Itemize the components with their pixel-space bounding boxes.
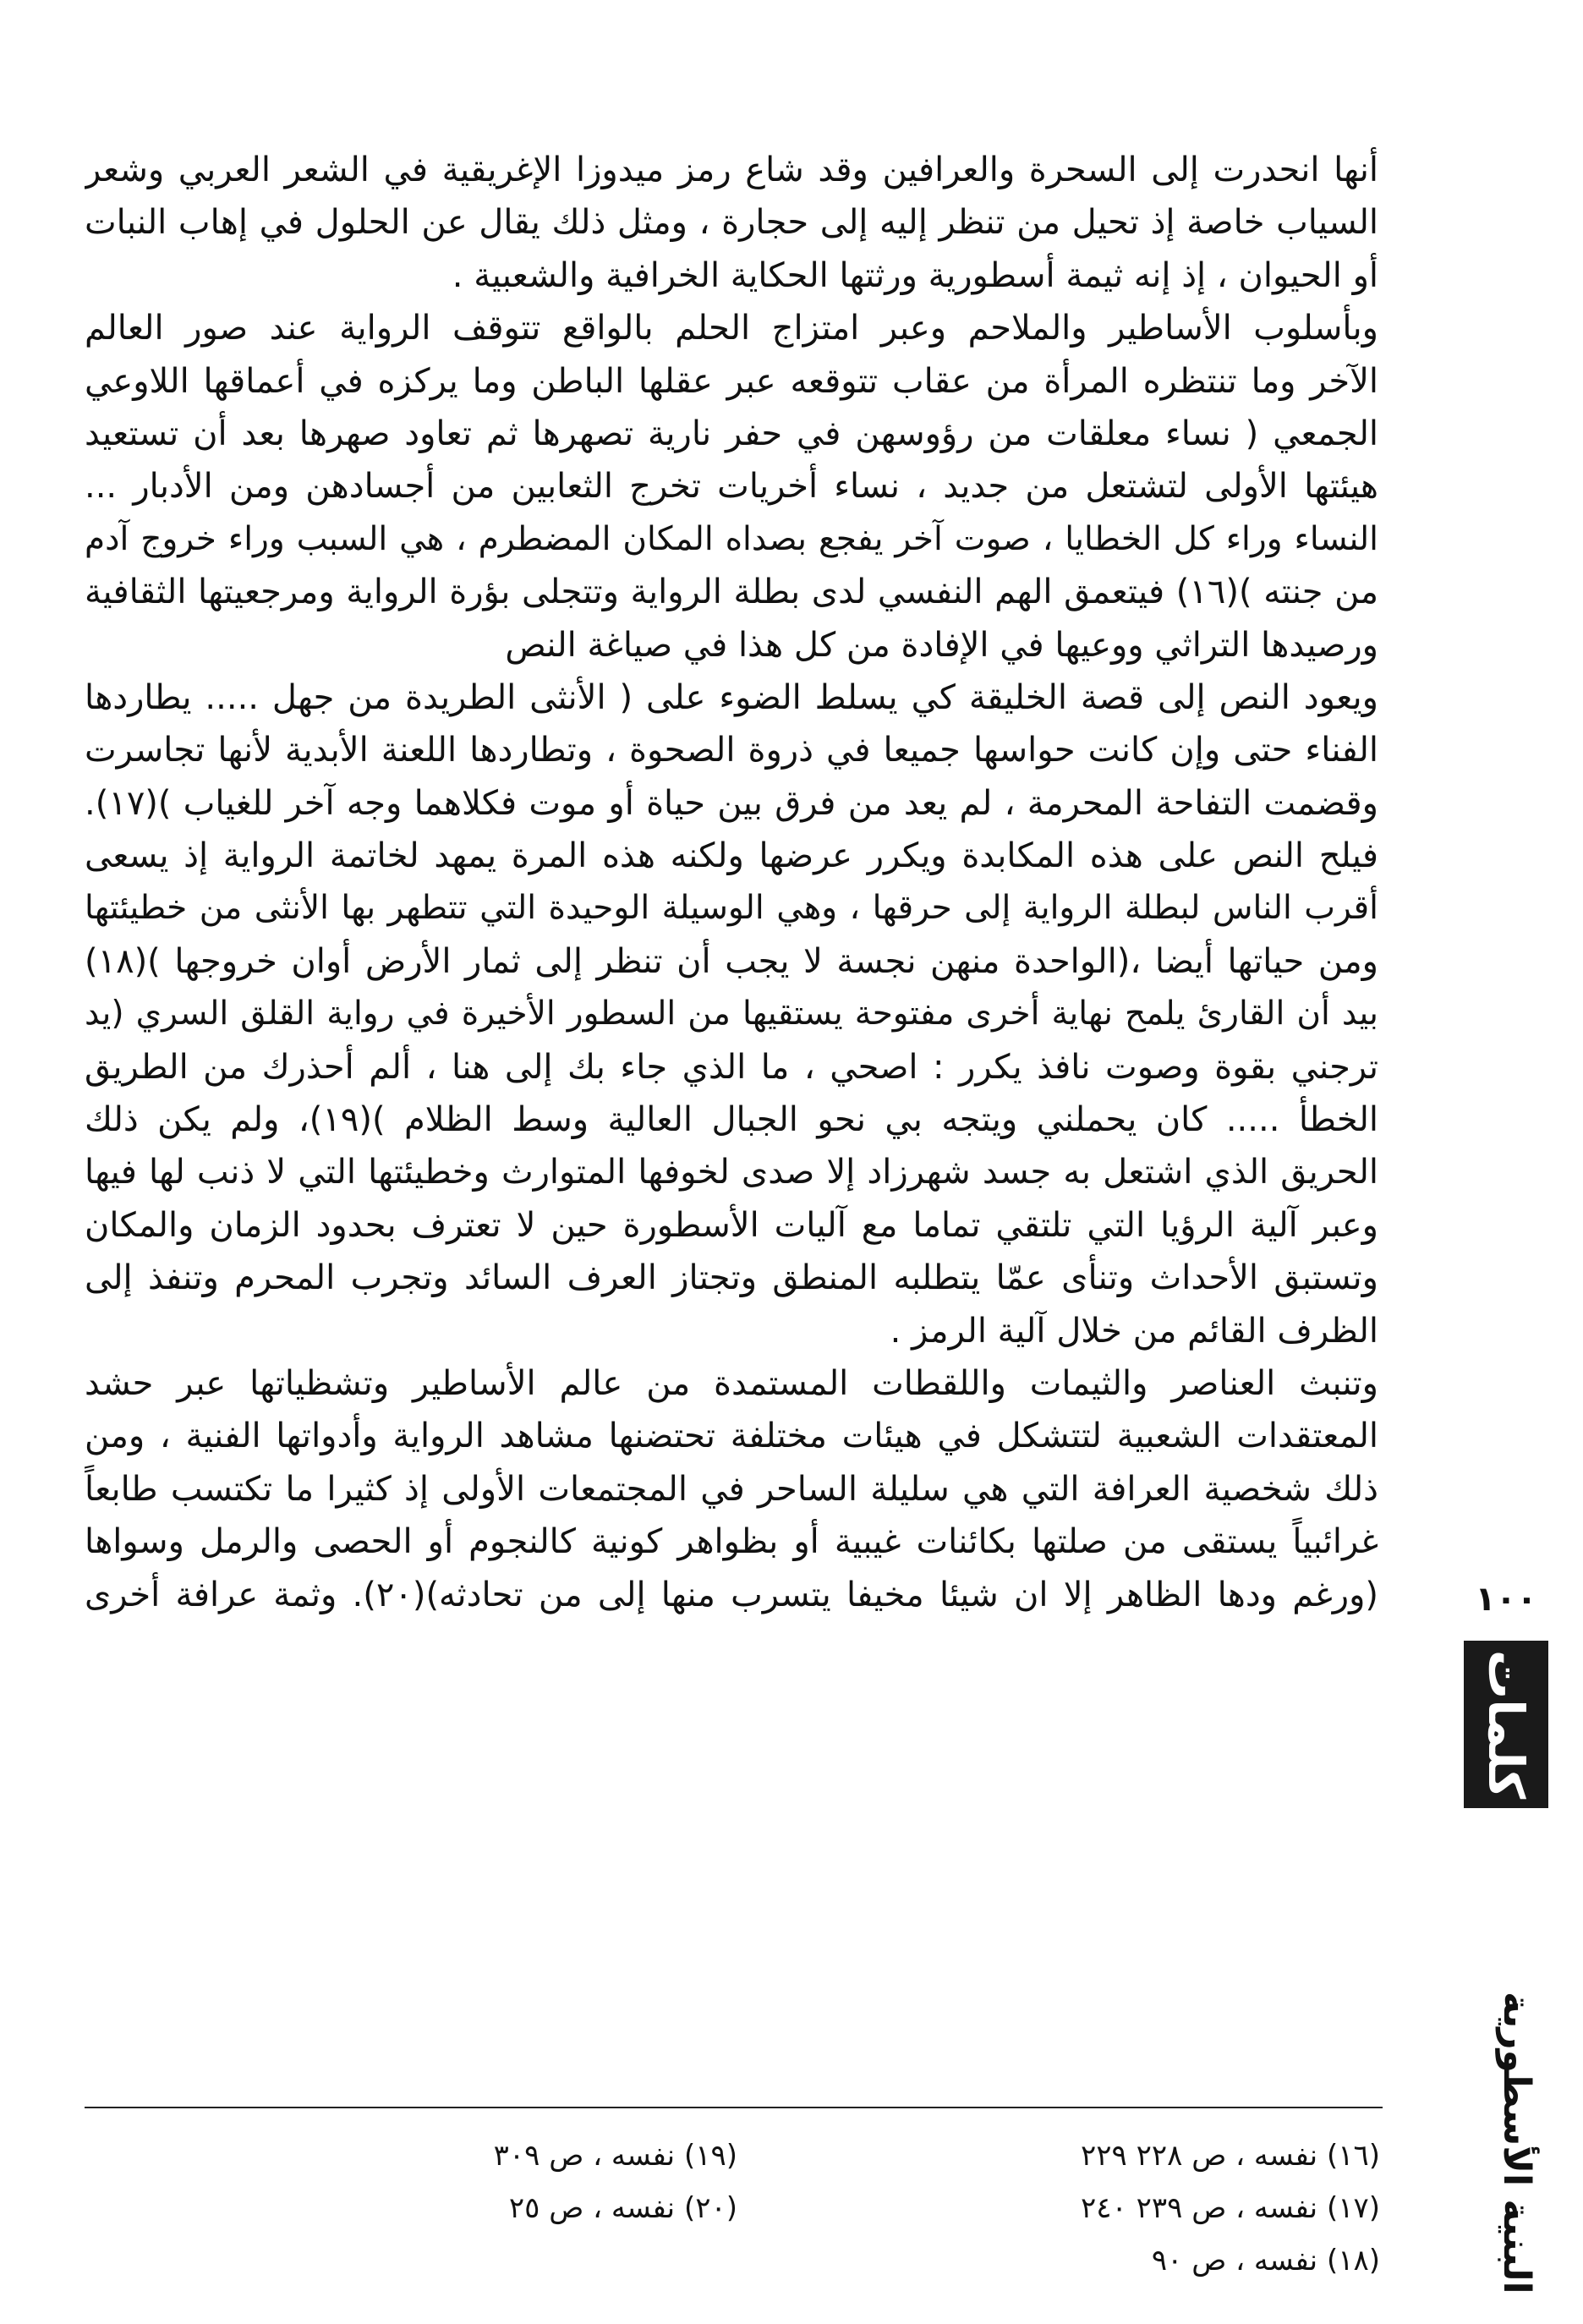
body-line: بيد أن القارئ يلمح نهاية أخرى مفتوحة يستقيها من السطور الأخيرة في رواية القلق السري (يد [85, 995, 1378, 1033]
body-line: المعتقدات الشعبية لتتشكل في هيئات مختلفة تحتضنها مشاهد الرواية وأدواتها الفنية ، ومن [85, 1417, 1378, 1456]
page-side-bar [1456, 1522, 1583, 2317]
body-line: وقضمت التفاحة المحرمة ، لم يعد من فرق بين حياة أو موت فكلاهما وجه آخر للغياب )(١٧). [85, 783, 1378, 823]
body-text [85, 144, 1378, 1621]
footnote: (٢٠) نفسه ، ص ٢٥ [508, 2191, 737, 2225]
footnotes-right-column [940, 2129, 1380, 2287]
body-line: وتنبث العناصر والثيمات واللقطات المستمدة من عالم الأساطير وتشظياتها عبر حشد [85, 1363, 1378, 1403]
body-line: ترجني بقوة وصوت نافذ يكرر : اصحي ، ما الذي جاء بك إلى هنا ، ألم أحذرك من الطريق [85, 1047, 1378, 1087]
magazine-logo-text: كلمات [1477, 1649, 1535, 1800]
footnote: (١٦) نفسه ، ص ٢٢٨ ٢٢٩ [1081, 2139, 1380, 2173]
body-line: الفناء حتى وإن كانت حواسها جميعا في ذروة الصحوة ، وتطاردها اللعنة الأبدية لأنها تجاسرت [85, 731, 1378, 770]
body-line: الحريق الذي اشتعل به جسد شهرزاد إلا صدى لخوفها المتوارث وخطيئتها التي لا ذنب لها فيها [85, 1153, 1378, 1192]
body-line: الآخر وما تنتظره المرأة من عقاب تتوقعه عبر عقلها الباطن وما يركزه في أعماقها اللاوعي [85, 361, 1378, 401]
body-line: ومن حياتها أيضا ،(الواحدة منهن نجسة لا يجب أن تنظر إلى ثمار الأرض أوان خروجها )(١٨) [85, 941, 1378, 981]
running-book-title: البنية الأسطورية [1495, 1992, 1538, 2294]
body-line: وتستبق الأحداث وتنأى عمّا يتطلبه المنطق وتجتاز العرف السائد وتجرب المحرم وتنفذ إلى [85, 1258, 1378, 1298]
body-line: ورصيدها التراثي ووعيها في الإفادة من كل هذا في صياغة النص [505, 625, 1378, 665]
body-line: الظرف القائم من خلال آلية الرمز . [890, 1311, 1378, 1351]
page-number: ١٠٠ [1475, 1580, 1537, 1619]
body-line: أقرب الناس لبطلة الرواية إلى حرقها ، وهي الوسيلة الوحيدة التي تتطهر بها الأنثى من خطيئتها [85, 889, 1378, 928]
body-line: النساء وراء كل الخطايا ، صوت آخر يفجع بصداه المكان المضطرم ، هي السبب وراء خروج آدم [85, 519, 1378, 558]
body-line: السياب خاصة إذ تحيل من تنظر إليه إلى حجارة ، ومثل ذلك يقال عن الحلول في إهاب النبات [85, 203, 1378, 243]
body-line: غرائبياً يستقى من صلتها بكائنات غيبية أو بظواهر كونية كالنجوم أو الحصى والرمل وسواها [85, 1522, 1378, 1562]
body-line: الجمعي ( نساء معلقات من رؤوسهن في حفر نارية تصهرها ثم تعاود صهرها بعد أن تستعيد [85, 414, 1378, 453]
body-line: وعبر آلية الرؤيا التي تلتقي تماما مع آليات الأسطورة حين لا تعترف بحدود الزمان والمكان [85, 1205, 1378, 1245]
footnotes-left-column [298, 2129, 737, 2234]
body-line: فيلح النص على هذه المكابدة ويكرر عرضها ولكنه هذه المرة يمهد لخاتمة الرواية إذ يسعى [85, 836, 1378, 876]
body-line: (ورغم ودها الظاهر إلا ان شيئا مخيفا يتسرب منها إلى من تحادثه)(٢٠). وثمة عرافة أخرى [85, 1575, 1378, 1614]
body-line: وبأسلوب الأساطير والملاحم وعبر امتزاج الحلم بالواقع تتوقف الرواية عند صور العالم [85, 309, 1378, 348]
body-line: ذلك شخصية العرافة التي هي سليلة الساحر في المجتمعات الأولى إذ كثيرا ما تكتسب طابعاً [85, 1469, 1378, 1509]
body-line: من جنته )(١٦) فيتعمق الهم النفسي لدى بطلة الرواية وتتجلى بؤرة الرواية ومرجعيتها الثقافية [85, 573, 1378, 612]
body-line: أنها انحدرت إلى السحرة والعرافين وقد شاع رمز ميدوزا الإغريقية في الشعر العربي وشعر [85, 151, 1378, 189]
footnote: (١٧) نفسه ، ص ٢٣٩ ٢٤٠ [1081, 2191, 1380, 2225]
body-line: هيئتها الأولى لتشتعل من جديد ، نساء أخريات تخرج الثعابين من أجسادهن ومن الأدبار ... [85, 467, 1378, 507]
footnote-divider [85, 2107, 1383, 2108]
body-line: أو الحيوان ، إذ إنه ثيمة أسطورية ورثتها الحكاية الخرافية والشعبية . [452, 255, 1378, 295]
body-line: الخطأ ..... كان يحملني ويتجه بي نحو الجبال العالية وسط الظلام )(١٩)، ولم يكن ذلك [85, 1100, 1378, 1140]
footnote: (١٩) نفسه ، ص ٣٠٩ [493, 2139, 737, 2173]
magazine-logo [1464, 1641, 1548, 1808]
footnote: (١٨) نفسه ، ص ٩٠ [1151, 2244, 1380, 2277]
body-line: ويعود النص إلى قصة الخليقة كي يسلط الضوء على ( الأنثى الطريدة من جهل ..... يطاردها [85, 677, 1378, 717]
